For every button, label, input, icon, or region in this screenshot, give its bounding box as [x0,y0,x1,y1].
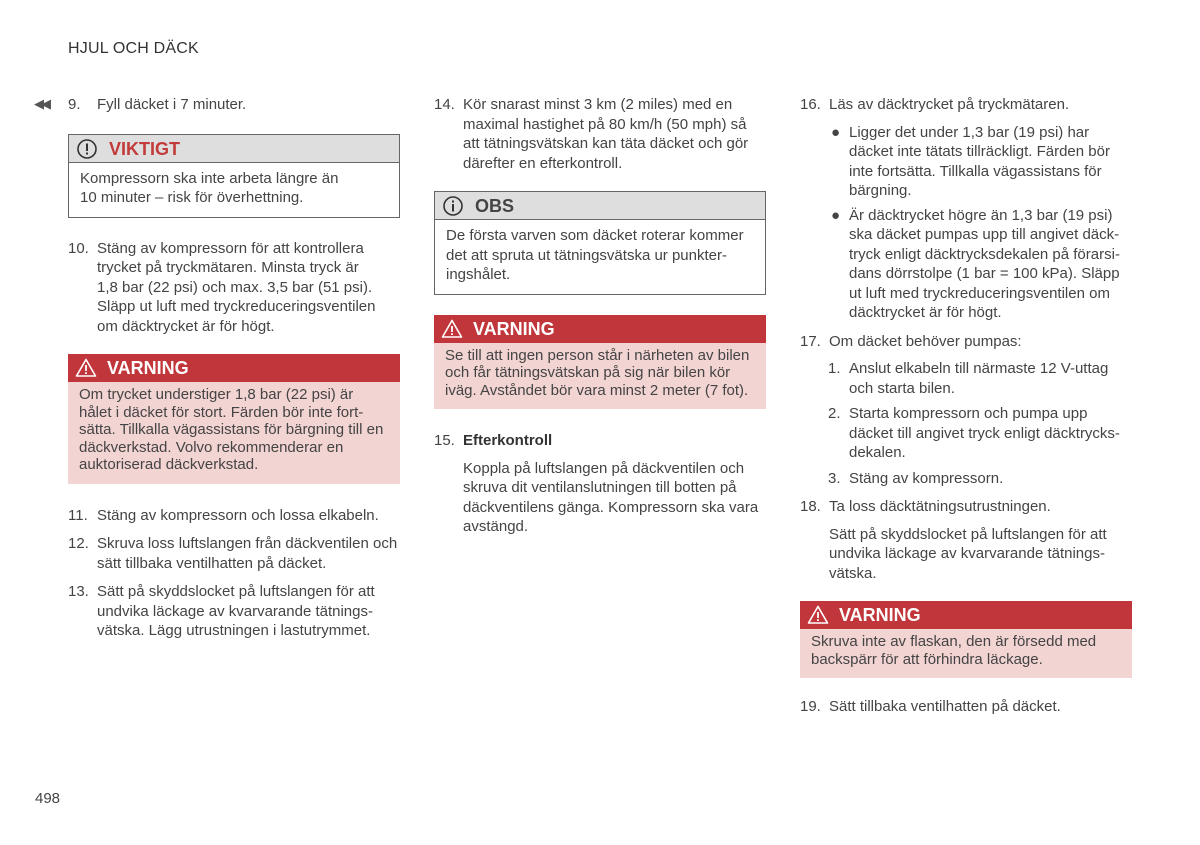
step-line: om däcktrycket är för högt. [97,317,275,335]
step-line: Släpp ut luft med tryckreduceringsventilen [97,298,376,315]
important-body [69,163,399,217]
sub-step-number: 3. [828,469,841,487]
step-line: Kör snarast minst 3 km (2 miles) med en [463,96,733,113]
step-line: däckventilens gänga. Kompressorn ska vara [463,498,759,516]
step-line: att tätningsvätskan kan täta däcket och gör [463,135,749,152]
step-line: 1,8 bar (22 psi) och max. 3,5 bar (51 psi). [97,278,373,296]
warning-line: backspärr för att förhindra läckage. [811,650,1043,668]
sub-step-number: 1. [828,360,841,377]
important-line: Kompressorn ska inte arbeta längre än [80,169,339,187]
double-chevron-left-icon[interactable]: ◀◀ [34,96,48,111]
note-box-header [435,192,765,220]
bullet-glyph: ● [831,123,841,141]
info-circle-icon [442,195,464,217]
bullet-line: tryck enligt däcktrycksdekalen på förarsi- [849,245,1120,263]
warning-line: däckverkstad. Volvo rekommenderar en [79,438,344,456]
step-text: Fyll däcket i 7 minuter. [97,96,247,113]
column-3 [800,95,1132,726]
sub-step-2 [800,404,1132,463]
warning-body [434,343,766,410]
sub-step-line: dekalen. [849,444,906,461]
note-line: det att spruta ut tätningsvätska ur punkter- [446,246,727,264]
step-line: därefter en efterkontroll. [463,154,623,172]
step-15 [434,431,766,451]
bullet-line: Ligger det under 1,3 bar (19 psi) har [849,123,1090,141]
warning-box [434,315,766,410]
sub-step-number: 2. [828,405,841,422]
bullet-line: däcket inte tätats tillräckligt. Färden bör [849,143,1110,160]
step-18-paragraph [800,525,1132,584]
step-14 [434,95,766,173]
note-line: ingshålet. [446,266,511,283]
step-19 [800,697,1132,717]
exclamation-circle-icon [76,138,98,160]
warning-line: och får tätningsvätskan på sig när bilen kör [445,364,731,381]
note-body [435,220,765,294]
warning-box-header [68,354,400,382]
step-16 [800,95,1132,115]
step-18 [800,497,1132,517]
step-line: vätska. Lägg utrustningen i lastutrymmet. [97,622,371,639]
note-box [434,191,766,295]
step-10 [68,239,400,337]
step-line: avstängd. [463,518,529,535]
bullet-line: bärgning. [849,182,912,199]
note-label: OBS [475,196,515,216]
step-line: undvika läckage av kvarvarande tätnings- [97,602,373,620]
warning-body [800,629,1132,678]
note-line: De första varven som däcket roterar kommer [446,227,744,244]
sub-step-text: Stäng av kompressorn. [849,469,1004,487]
warning-line: hålet i däcket för stort. Färden bör inte fort- [79,403,364,421]
bullet-line: däcktrycket är för högt. [849,304,1002,321]
important-line: 10 minuter – risk för överhettning. [80,189,304,206]
step-number: 12. [68,535,89,552]
step-text: Sätt tillbaka ventilhatten på däcket. [829,698,1061,715]
sub-step-line: däcket till angivet tryck enligt däcktrycks- [849,424,1120,442]
step-line: skruva dit ventilanslutningen till botten på [463,479,737,496]
warning-line: iväg. Avståndet bör vara minst 2 meter (7 fot). [445,381,749,399]
warning-triangle-icon [441,318,463,340]
step-text: Stäng av kompressorn och lossa elkabeln. [97,506,379,524]
step-number: 15. [434,432,455,449]
warning-triangle-icon [75,357,97,379]
step-number: 14. [434,96,455,113]
step-text: Ta loss däcktätningsutrustningen. [829,498,1051,515]
column-1 [68,95,400,650]
step-number: 19. [800,698,821,715]
step-number: 10. [68,239,89,257]
step-number: 17. [800,332,821,350]
warning-label: VARNING [473,318,555,339]
step-line: trycket på tryckmätaren. Minsta tryck är [97,259,359,276]
sub-step-3 [800,469,1132,489]
important-box [68,134,400,218]
important-box-header [69,135,399,163]
step-number: 16. [800,96,821,113]
warning-box [68,354,400,484]
step-11 [68,506,400,526]
step-line: undvika läckage av kvarvarande tätnings- [829,545,1105,562]
step-line: Sätt på skyddslocket på luftslangen för att [97,583,375,600]
warning-box-header [434,315,766,343]
important-label: VIKTIGT [109,138,180,159]
bullet-glyph: ● [831,206,841,224]
page-number: 498 [35,790,61,807]
bullet-line: ut luft med tryckreduceringsventilen om [849,284,1110,302]
bullet-line: ska däcket pumpas upp till angivet däck- [849,226,1120,243]
step-13 [68,582,400,641]
warning-box [800,601,1132,678]
warning-line: Se till att ingen person står i närheten av bilen [445,346,750,364]
warning-line: Om trycket understiger 1,8 bar (22 psi) är [79,386,354,403]
sub-step-line: och starta bilen. [849,379,955,397]
step-number: 13. [68,583,89,600]
step-number: 11. [68,506,88,524]
warning-body [68,382,400,484]
step-number: 18. [800,498,821,515]
step-line: Skruva loss luftslangen från däckventilen och [97,535,398,552]
step-text: Läs av däcktrycket på tryckmätaren. [829,96,1070,113]
step-text: Om däcket behöver pumpas: [829,332,1022,350]
step-line: Stäng av kompressorn för att kontrollera [97,239,364,257]
step-15-paragraph [434,459,766,537]
bullet-item [800,206,1132,323]
step-number: 9. [68,96,81,113]
column-2 [434,95,766,537]
bullet-line: Är däcktrycket högre än 1,3 bar (19 psi) [849,206,1113,224]
bullet-line: inte fortsätta. Tillkalla vägassistans för [849,162,1102,180]
step-line: Koppla på luftslangen på däckventilen och [463,459,745,477]
warning-line: auktoriserad däckverkstad. [79,456,259,473]
sub-step-line: Anslut elkabeln till närmaste 12 V-uttag [849,360,1109,377]
step-line: maximal hastighet på 80 km/h (50 mph) så [463,115,747,133]
page-section-title: HJUL OCH DÄCK [68,40,199,57]
step-line: sätt tillbaka ventilhatten på däcket. [97,554,327,572]
warning-label: VARNING [107,358,189,378]
warning-line: sätta. Tillkalla vägassistans för bärgning till en [79,421,384,438]
bullet-line: dans dörrstolpe (1 bar = 100 kPa). Släpp [849,265,1120,282]
warning-label: VARNING [839,605,921,625]
warning-triangle-icon [807,604,829,626]
step-title: Efterkontroll [463,432,553,449]
step-12 [68,534,400,573]
step-9 [68,95,400,115]
warning-box-header [800,601,1132,629]
step-17 [800,332,1132,352]
bullet-item [800,123,1132,201]
sub-step-1 [800,359,1132,398]
step-line: Sätt på skyddslocket på luftslangen för att [829,525,1107,543]
warning-line: Skruva inte av flaskan, den är försedd med [811,633,1097,650]
sub-step-line: Starta kompressorn och pumpa upp [849,405,1088,422]
step-line: vätska. [829,564,877,582]
